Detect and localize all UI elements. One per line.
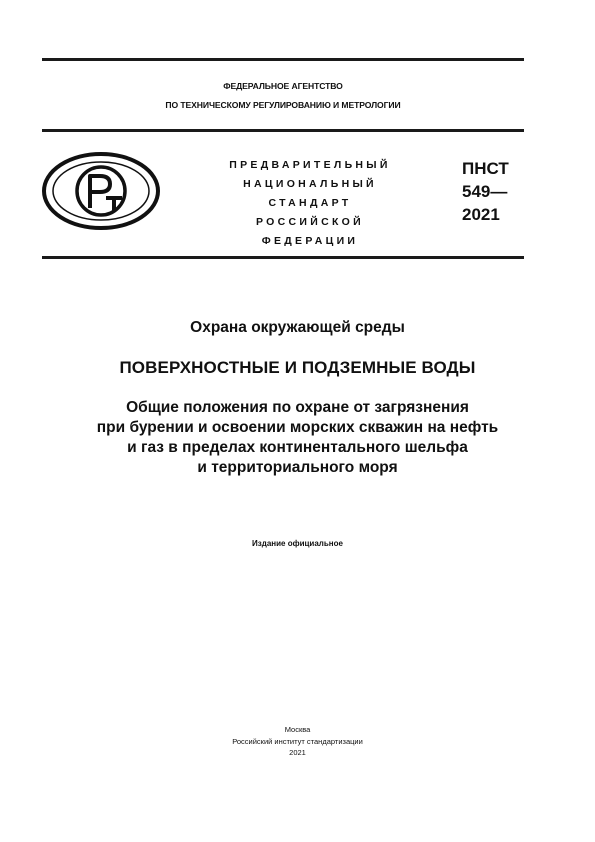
- standard-type-line: РОССИЙСКОЙ: [256, 216, 364, 228]
- designation-rule: [42, 256, 524, 259]
- standard-type-line: СТАНДАРТ: [268, 197, 352, 209]
- designation-number: 549—: [462, 182, 508, 201]
- description-line: и газ в пределах континентального шельфа: [127, 439, 468, 456]
- designation-code: ПНСТ: [462, 159, 509, 178]
- imprint-year: 2021: [289, 748, 306, 757]
- document-subject: Охрана окружающей среды: [190, 319, 405, 336]
- description-line: при бурении и освоении морских скважин на нефть: [96, 419, 499, 436]
- imprint-publisher: Российский институт стандартизации: [232, 736, 363, 746]
- description-line: и территориального моря: [197, 459, 398, 476]
- header-rule: [42, 129, 524, 132]
- standard-designation: [462, 157, 509, 226]
- agency-name-line-2: ПО ТЕХНИЧЕСКОМУ РЕГУЛИРОВАНИЮ И МЕТРОЛОГИИ: [165, 100, 401, 110]
- designation-year: 2021: [462, 205, 500, 224]
- standard-type-block: [190, 156, 430, 251]
- top-rule: [42, 58, 524, 61]
- gost-r-emblem-icon: [40, 150, 162, 232]
- imprint: [20, 724, 575, 759]
- standard-type-line: ФЕДЕРАЦИИ: [261, 235, 359, 247]
- standard-type-line: НАЦИОНАЛЬНЫЙ: [243, 178, 377, 190]
- agency-name-line-1: ФЕДЕРАЛЬНОЕ АГЕНТСТВО: [223, 81, 343, 91]
- edition-note: Издание официальное: [252, 539, 343, 548]
- document-main-title: ПОВЕРХНОСТНЫЕ И ПОДЗЕМНЫЕ ВОДЫ: [119, 358, 476, 377]
- standard-type-line: ПРЕДВАРИТЕЛЬНЫЙ: [229, 159, 391, 171]
- description-line: Общие положения по охране от загрязнения: [126, 399, 469, 416]
- document-description: [20, 398, 575, 478]
- imprint-city: Москва: [284, 725, 311, 734]
